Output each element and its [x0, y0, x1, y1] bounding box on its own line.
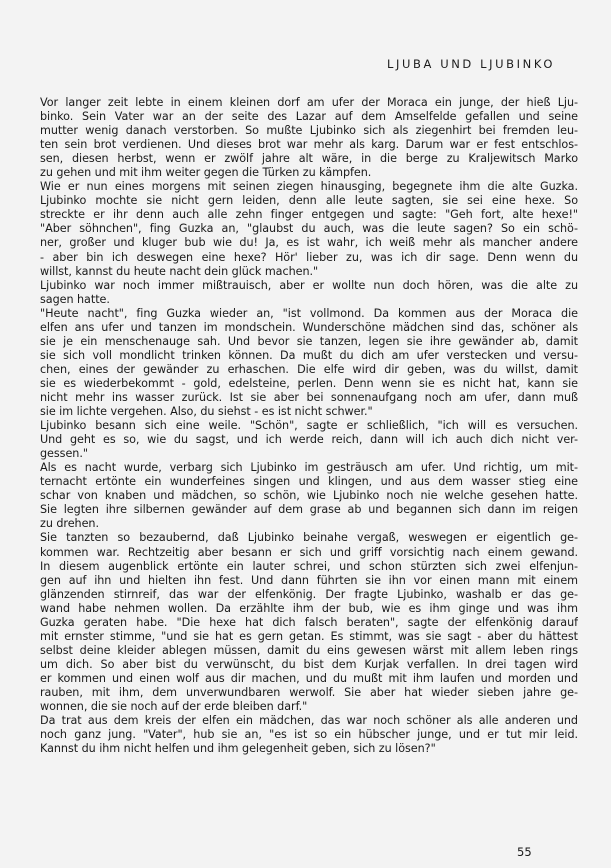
text-line: wonnen, die sie noch auf der erde bleiben darf." [40, 700, 308, 714]
text-line: "Heute nacht", fing Guzka wieder an, "ist vollmond. Da kommen aus der Moraca die [40, 306, 578, 320]
text-line: chen, eines der gewänder zu erhaschen. Die elfe wird dir geben, was du willst, damit [40, 362, 578, 376]
text-line: Wie er nun eines morgens mit seinen ziegen hinausging, begegnete ihm die alte Guzka. [40, 180, 578, 194]
text-line: gessen." [40, 447, 88, 461]
text-line: zu gehen und mit ihm weiter gegen die Türken zu kämpfen. [40, 166, 372, 180]
text-line: Und geht es so, wie du sagst, und ich werde reich, dann will ich auch dich nicht ver- [40, 433, 578, 447]
text-line: wand habe nehmen wollen. Da erzählte ihm der bub, wie es ihm ginge und was ihm [40, 601, 578, 615]
text-line: Ljubinko mochte sie nicht gern leiden, denn alle leute sagten, sie sei eine hexe. So [40, 194, 578, 208]
text-line: ternacht ertönte ein wunderfeines singen und klingen, und aus dem wasser stieg eine [40, 475, 578, 489]
text-line: Kannst du ihm nicht helfen und ihm gelegenheit geben, sich zu lösen?" [40, 742, 436, 756]
text-line: schar von knaben und mädchen, so schön, wie Ljubinko noch nie welche gesehen hatte. [40, 489, 578, 503]
text-line: kommen war. Rechtzeitig aber besann er sich und griff vorsichtig nach einem gewand. [40, 545, 578, 559]
text-line: willst, kannst du heute nacht dein glück machen." [40, 264, 319, 278]
text-line: sagen hatte. [40, 292, 110, 306]
text-line: "Aber söhnchen", fing Guzka an, "glaubst du auch, was die leute sagen? So ein schö- [40, 222, 578, 236]
text-line: ten sein brot verdienen. Und dieses brot war mehr als karg. Darum war er fest entschlos- [40, 138, 578, 152]
text-line: streckte er ihr denn auch alle zehn finger entgegen und sagte: "Geh fort, alte hexe!" [40, 208, 578, 222]
text-line: sen, diesen herbst, wenn er zwölf jahre alt wäre, in die berge zu Kraljewitsch Marko [40, 152, 578, 166]
text-line: glänzenden stirnreif, das war der elfenkönig. Der fragte Ljubinko, washalb er das ge- [40, 587, 578, 601]
text-line: ner, großer und kluger bub wie du! Ja, es ist wahr, ich weiß mehr als mancher andere [40, 236, 578, 250]
text-line: mit ernster stimme, "und sie hat es gern getan. Es stimmt, was sie sagt - aber du hättest [40, 629, 578, 643]
text-line: mutter wenig danach verstorben. So mußte Ljubinko sich als ziegenhirt bei fremden leu- [40, 124, 578, 138]
text-line: selbst deine kleider ablegen müssen, damit du eins gewesen wärst mit allem leben rings [40, 643, 578, 657]
text-line: Ljubinko war noch immer mißtrauisch, aber er wollte nun doch hören, was die alte zu [40, 278, 578, 292]
text-line: noch ganz jung. "Vater", hub sie an, "es ist so ein hübscher junge, und er tut mir leid. [40, 728, 578, 742]
running-head-title: LJUBA UND LJUBINKO [386, 57, 555, 71]
text-line: zu drehen. [40, 517, 99, 531]
text-line: um dich. So aber bist du verwünscht, du bist dem Kurjak verfallen. In drei tagen wird [40, 657, 578, 671]
text-line: - aber bin ich deswegen eine hexe? Hör' lieber zu, was ich dir sage. Denn wenn du [40, 250, 578, 264]
text-line: elfen ans ufer und tanzen im mondschein. Wunderschöne mädchen sind das, schöner als [40, 320, 578, 334]
story-body-text [40, 96, 578, 756]
text-line: sie je ein menschenauge sah. Und bevor sie tanzen, legen sie ihre gewänder ab, damit [40, 334, 578, 348]
text-line: binko. Sein Vater war an der seite des Lazar auf dem Amselfelde gefallen und seine [40, 110, 578, 124]
text-line: Sie tanzten so bezaubernd, daß Ljubinko beinahe vergaß, weswegen er eigentlich ge- [40, 531, 578, 545]
text-line: Ljubinko besann sich eine weile. "Schön", sagte er schließlich, "ich will es versuchen. [40, 419, 578, 433]
text-line: Als es nacht wurde, verbarg sich Ljubinko im gesträusch am ufer. Und richtig, um mit- [40, 461, 578, 475]
text-line: sie es wiederbekommt - gold, edelsteine, perlen. Denn wenn sie es nicht hat, kann sie [40, 376, 578, 390]
text-line: rauben, mit ihm, dem unverwundbaren werwolf. Sie aber hat wieder sieben jahre ge- [40, 685, 578, 699]
text-line: nicht mehr ins wasser zurück. Ist sie aber bei sonnenaufgang noch am ufer, dann muß [40, 390, 578, 404]
page-number: 55 [517, 845, 532, 859]
text-line: In diesem augenblick ertönte ein lauter schrei, und schon stürzten sich zwei elfenjun- [40, 559, 578, 573]
text-line: Guzka geraten habe. "Die hexe hat dich falsch beraten", sagte der elfenkönig darauf [40, 615, 578, 629]
text-line: sie sich voll mondlicht trinken können. Da mußt du dich am ufer verstecken und versu- [40, 348, 578, 362]
text-line: Da trat aus dem kreis der elfen ein mädchen, das war noch schöner als alle anderen und [40, 714, 578, 728]
text-line: Vor langer zeit lebte in einem kleinen dorf am ufer der Moraca ein junge, der hieß Lju- [40, 96, 578, 109]
text-line: gen auf ihn und hielten ihn fest. Und dann führten sie ihn vor einen mann mit einem [40, 573, 578, 587]
text-line: Sie legten ihre silbernen gewänder auf dem grase ab und begannen sich dann im reigen [40, 503, 578, 517]
text-line: sie im lichte vergehen. Also, du siehst - es ist nicht schwer." [40, 405, 373, 419]
text-line: er kommen und einen wolf aus dir machen, und du mußt mit ihm laufen und morden und [40, 671, 578, 685]
